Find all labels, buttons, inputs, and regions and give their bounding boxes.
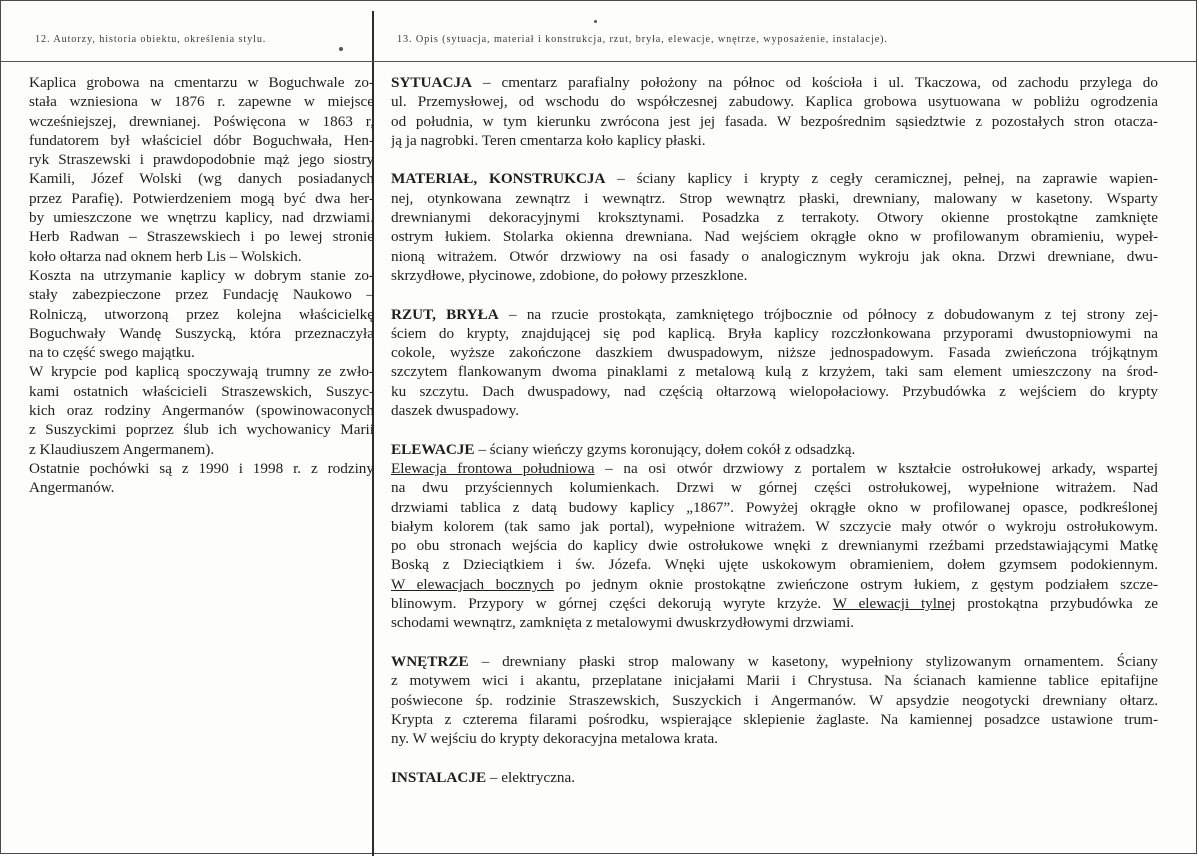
elewacje-line: po obu stronach wejścia do kaplicy dwie ostrołukowe wnęki z drewnianymi rzeźbami przedstawiającymi Matkę [391, 537, 1158, 555]
rzut-heading: RZUT, BRYŁA [391, 305, 499, 323]
history-line: Kaplica grobowa na cmentarzu w Boguchwale zo- [29, 74, 374, 91]
elewacje-line: Boską z Dzieciątkiem i św. Józefa. Wnęki ujęte uskokowym obramieniem, dołem gzymsem podokiennym. [391, 556, 1158, 574]
history-line: na to część swego majątku. [29, 344, 195, 362]
elewacje-line: ELEWACJE – ściany wieńczy gzyms koronujący, dołem cokół z odsadzką. [391, 440, 856, 458]
rzut-line: daszek dwuspadowy. [391, 402, 520, 420]
rzut-line: szczytem flankowanym dwoma pinaklami z metalową kulą z krzyżem, taki sam element umieszczony na środ- [391, 363, 1158, 381]
elewacje-line: blinowym. Przypory w górnej części dekorują wyryte krzyże. W elewacji tylnej prostokątna przybudówka ze [391, 595, 1158, 613]
instalacje-heading: INSTALACJE [391, 768, 487, 786]
elewacje-line: na dwu przyściennych kolumienkach. Drzwi w górnej części ostrołukowej, wypełnione witrażem. Nad [391, 479, 1158, 497]
material-heading: MATERIAŁ, KONSTRUKCJA [391, 170, 606, 188]
wnetrze-heading: WNĘTRZE [391, 652, 469, 670]
wnetrze-line: Krypta z czterema filarami pośrodku, wspierające sklepienie żaglaste. Na kamiennej posadzce ustawione trum- [391, 710, 1158, 728]
elewacje-line: białym kolorem (tak samo jak portal), wypełnione witrażem. W szczycie mały otwór o wykroju ostrołukowym. [391, 517, 1158, 535]
side-elevation-label: W elewacjach bocznych [391, 575, 554, 593]
header-divider [1, 61, 1196, 62]
history-line: Kamili, Józef Wolski (wg danych posiadanych [29, 170, 374, 188]
wnetrze-line: z motywem wici i akantu, przeplatane inicjałami Marii i Chrystusa. Na ścianach kamienne tablice epitafijne [391, 672, 1158, 690]
sytuacja-heading: SYTUACJA [391, 74, 473, 91]
rzut-line: cokole, wyższe zakończone daszkiem dwuspadowym, niższe jednospadowym. Fasada zwieńczona trójkątnym [391, 344, 1158, 362]
history-line: z Klaudiuszem Angermanem). [29, 440, 215, 458]
history-line: Boguchwały Wandę Suszycką, która przeznaczyła [29, 324, 374, 342]
history-line: Koszta na utrzymanie kaplicy w dobrym stanie zo- [29, 266, 374, 284]
section-instalacje [391, 768, 1158, 787]
wnetrze-line: ny. W wejściu do krypty dekoracyjna metalowa krata. [391, 730, 718, 748]
history-line: Rolniczą, utworzoną przez kolejna właścicielkę [29, 305, 374, 323]
sytuacja-line: SYTUACJA – cmentarz parafialny położony na północ od kościoła i ul. Tkaczowa, od zachodu przylega do [391, 74, 1158, 91]
material-line: drewnianymi dekoracyjnymi kroksztynami. Posadzka z terrakoty. Otwory okienne prostokątne zamknięte [391, 209, 1158, 227]
history-line: z Suszyckimi poprzez ślub ich wychowanicy Marii [29, 421, 374, 439]
history-line: wcześniejszej, drewnianej. Poświęcona w 1863 r, [29, 112, 374, 130]
material-line: nioną witrażem. Otwór drzwiowy na osi fasady o analogicznym wykroju jak okna. Drzwi drewniane, dwu- [391, 247, 1158, 265]
history-line: Angermanów. [29, 479, 115, 497]
section-elewacje [391, 440, 1158, 633]
rzut-line: ściem do krypty, znajdującej się pod kaplicą. Bryła kaplicy rozczłonkowana przyporami dwustopniowymi na [391, 324, 1158, 342]
elewacje-line: W elewacjach bocznych po jednym oknie prostokątne zwieńczone ostrym łukiem, z gęstym podziałem szcze- [391, 575, 1158, 593]
history-line: Ostatnie pochówki są z 1990 i 1998 r. z rodziny [29, 459, 374, 477]
section-material [391, 169, 1158, 285]
elewacje-line: drzwiami tablica z datą budowy kaplicy „1867”. Powyżej okrągłe okno w profilowanej opasce, podkreślonej [391, 498, 1158, 516]
sytuacja-line: ul. Przemysłowej, od wschodu do współczesnej zabudowy. Kaplica grobowa usytuowana w pobliżu ogrodzenia [391, 93, 1158, 111]
elewacje-line: schodami wewnątrz, zamknięta z metalowymi dwuskrzydłowymi drzwiami. [391, 614, 855, 632]
section-sytuacja [391, 73, 1158, 150]
history-line: Herb Radwan – Straszewskiech i po lewej stronie [29, 228, 374, 246]
history-line: koło ołtarza nad oknem herb Lis – Wolskich. [29, 247, 302, 265]
history-line: W krypcie pod kaplicą spoczywają trumny ze zwło- [29, 363, 374, 381]
history-line: kich oraz rodziny Angermanów (spowinowaconych [29, 402, 374, 420]
wnetrze-line: WNĘTRZE – drewniany płaski strop malowany w kasetony, wypełniony stylizowanym ornamentem. Ściany [391, 652, 1158, 670]
history-line: kami ostatnich właścicieli Straszewskich, Suszyc- [29, 382, 374, 400]
front-elevation-label: Elewacja frontowa południowa [391, 459, 595, 477]
section-wnetrze [391, 652, 1158, 748]
material-line: skrzydłowe, płycinowe, zdobione, do połowy przeszklone. [391, 266, 748, 284]
material-line: MATERIAŁ, KONSTRUKCJA – ściany kaplicy i krypty z cegły ceramicznej, pełnej, na zaprawie wapien- [391, 170, 1158, 188]
scan-speck [594, 20, 597, 23]
section-rzut [391, 305, 1158, 421]
section-13-header: 13. Opis (sytuacja, materiał i konstrukcja, rzut, bryła, elewacje, wnętrze, wyposażenie, instalacje). [397, 34, 888, 45]
instalacje-line: INSTALACJE – elektryczna. [391, 768, 576, 786]
history-line: przez Parafię). Potwierdzeniem mogą być dwa her- [29, 189, 374, 207]
elewacje-line: Elewacja frontowa południowa – na osi otwór drzwiowy z portalem w kształcie ostrołukowej arkady, wspartej [391, 459, 1158, 477]
history-text [29, 73, 374, 498]
material-line: nej, otynkowana zewnątrz i wewnątrz. Strop wewnątrz płaski, drewniany, malowany w kasetony. Wsparty [391, 189, 1158, 207]
history-line: stały zabezpieczone przez Fundację Naukowo – [29, 286, 374, 304]
scan-speck [339, 47, 343, 51]
history-line: fundatorem był właściciel dóbr Boguchwała, Hen- [29, 131, 374, 149]
sytuacja-line: od południa, w tym kierunku zwrócona jest jej fasada. W bezpośrednim sąsiedztwie z pozostałych stron otacza- [391, 112, 1158, 130]
elewacje-heading: ELEWACJE [391, 440, 475, 458]
rzut-line: RZUT, BRYŁA – na rzucie prostokąta, zamkniętego trójbocznie od północy z dobudowanym z tej strony zej- [391, 305, 1158, 323]
description-text [391, 73, 1158, 787]
section-12-header: 12. Autorzy, historia obiektu, określenia stylu. [35, 34, 267, 45]
rear-elevation-label: W elewacji tylnej [832, 595, 956, 613]
material-line: ostrym łukiem. Stolarka okienna drewniana. Nad wejściem okrągłe okno w profilowanym obramieniu, wypeł- [391, 228, 1158, 246]
wnetrze-line: poświecone śp. rodzinie Straszewskich, Suszyckich i Angermanów. W apsydzie neogotycki drewniany ołtarz. [391, 691, 1158, 709]
history-line: ryk Straszewski i prawdopodobnie mąż jego siostry [29, 151, 374, 169]
history-line: stała wzniesiona w 1876 r. zapewne w miejsce [29, 93, 374, 111]
rzut-line: ku szczytu. Dach dwuspadowy, nad częścią ołtarzową wielopołaciowy. Przybudówka z wejściem do krypty [391, 382, 1158, 400]
history-line: by umieszczone we wnętrzu kaplicy, nad drzwiami. [29, 209, 374, 227]
sytuacja-line: ją ja nagrobki. Teren cmentarza koło kaplicy płaski. [391, 131, 706, 149]
